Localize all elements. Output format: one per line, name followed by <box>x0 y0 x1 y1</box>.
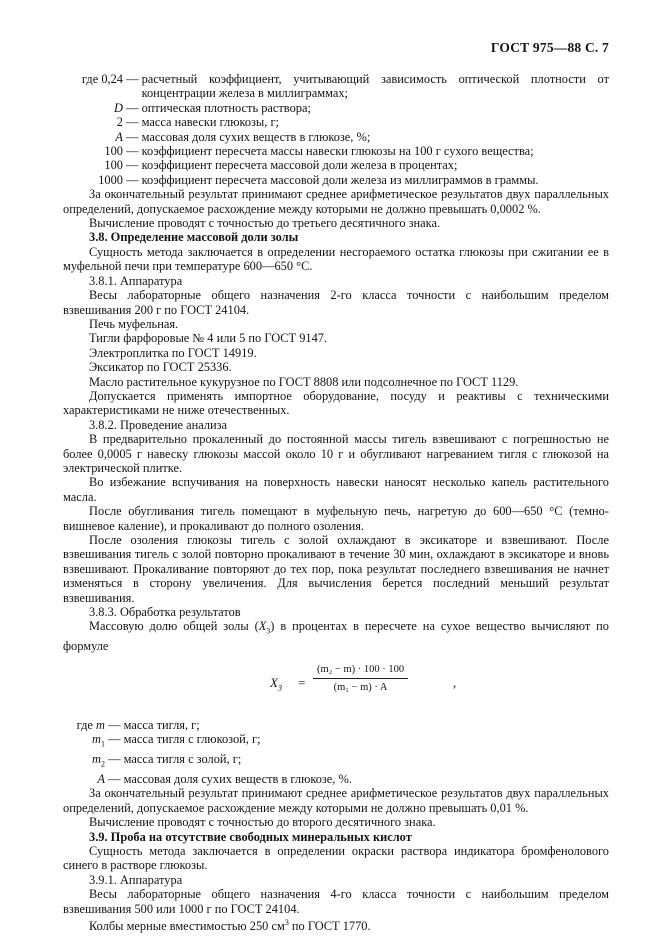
paragraph: За окончательный результат принимают среднее арифметическое результатов двух параллельных определений, допускаемое расхождение между которыми не должно превышать 0,0002 %. <box>63 187 609 216</box>
definition-text: оптическая плотность раствора; <box>141 100 311 115</box>
definition-symbol: 100 <box>104 158 123 173</box>
definition-item: A — массовая доля сухих веществ в глюкозе, %. <box>63 772 609 786</box>
definition-symbol: $m_2$ <box>92 752 105 769</box>
formula-fraction <box>313 663 408 694</box>
paragraph: Вычисление проводят с точностью до третьего десятичного знака. <box>89 216 441 231</box>
definition-symbol: где m <box>76 717 105 732</box>
paragraph: Весы лабораторные общего назначения 4-го класса точности с наибольшим пределом взвешивания 500 или 1000 г по ГОСТ 24104. <box>63 887 609 916</box>
definition-text: массовая доля сухих веществ в глюкозе, %. <box>123 771 352 786</box>
paragraph: Эксикатор по ГОСТ 25336. <box>89 360 232 375</box>
paragraph: Во избежание вспучивания на поверхность навески наносят несколько капель растительного масла. <box>63 475 609 504</box>
paragraph: После озоления глюкозы тигель с золой охлаждают в эксикаторе и взвешивают. После взвешивания тигель с золой повторно прокаливают в течение 30 мин, охлаждают в эксикаторе и вновь взвешивают. Прокаливание повторяют до тех пор, пока результат последнего взвешивания не начнет изменяться в сторону увеличения. Для вычисления берется последний меньший результат взвешивания. <box>63 533 609 605</box>
paragraph: Масло растительное кукурузное по ГОСТ 8808 или подсолнечное по ГОСТ 1129. <box>89 374 519 389</box>
formula-comma: , <box>453 674 457 690</box>
paragraph: Тигли фарфоровые № 4 или 5 по ГОСТ 9147. <box>89 331 328 346</box>
page-header: ГОСТ 975—88 С. 7 <box>490 40 609 55</box>
definition-item: $m_1$ — масса тигля с глюкозой, г; <box>63 732 609 752</box>
ash-formula <box>63 662 609 708</box>
formula-denominator: (m₁ − m) · A <box>333 681 388 693</box>
paragraph: Печь муфельная. <box>89 316 179 331</box>
definition-text: коэффициент пересчета массовой доли железа из миллиграммов в граммы. <box>141 172 539 187</box>
subsection-title-3-8-1: 3.8.1. Аппаратура <box>89 273 183 288</box>
definition-symbol: 2 <box>116 115 123 130</box>
definition-symbol: D <box>114 100 123 115</box>
definition-text: коэффициент пересчета массы навески глюкозы на 100 г сухого вещества; <box>141 144 534 159</box>
subsection-title-3-9-1: 3.9.1. Аппаратура <box>89 872 183 887</box>
paragraph: Сущность метода заключается в определении несгораемого остатка глюкозы при сжигании ее в муфельной печи при температуре 600—650 °С. <box>63 244 609 274</box>
definitions-list-1 <box>63 72 609 187</box>
paragraph: Электроплитка по ГОСТ 14919. <box>89 345 257 360</box>
paragraph: В предварительно прокаленный до постоянной массы тигель взвешивают с погрешностью не более 0,0005 г навеску глюкозы массой около 10 г и обугливают нагреванием тигля с глюкозой на электрической плитке. <box>63 432 609 475</box>
paragraph: Вычисление проводят с точностью до второго десятичного знака. <box>89 815 436 830</box>
definition-item: 2 — масса навески глюкозы, г; <box>63 115 609 129</box>
definition-item: 100 — коэффициент пересчета массовой доли железа в процентах; <box>63 158 609 172</box>
page-content <box>63 72 609 933</box>
definition-symbol: где 0,24 <box>81 72 123 86</box>
definition-text: масса тигля, г; <box>123 717 200 732</box>
definition-text: масса тигля с глюкозой, г; <box>123 732 261 747</box>
definition-item: где m — масса тигля, г; <box>63 718 609 732</box>
paragraph: Массовую долю общей золы $(X_3)$ в процентах в пересчете на сухое вещество вычисляют по формуле <box>63 619 609 654</box>
paragraph: Весы лабораторные общего назначения 2-го класса точности с наибольшим пределом взвешивания 200 г по ГОСТ 24104. <box>63 288 609 317</box>
definition-text: масса навески глюкозы, г; <box>141 115 279 130</box>
definition-text: массовая доля сухих веществ в глюкозе, %; <box>141 129 371 144</box>
definition-symbol: A <box>115 129 123 144</box>
definition-symbol: A <box>97 771 105 786</box>
definition-item: D — оптическая плотность раствора; <box>63 101 609 115</box>
subsection-title-3-8-3: 3.8.3. Обработка результатов <box>89 605 241 620</box>
formula-numerator: (m₂ − m) · 100 · 100 <box>313 663 408 679</box>
definition-symbol: 1000 <box>98 172 123 187</box>
definition-item: A — массовая доля сухих веществ в глюкозе, %; <box>63 130 609 144</box>
section-heading-3-9: 3.9. Проба на отсутствие свободных минеральных кислот <box>89 829 412 844</box>
formula-equals: = <box>298 674 306 690</box>
formula-lhs: $X_3$ <box>270 674 282 693</box>
definition-item: $m_2$ — масса тигля с золой, г; <box>63 752 609 772</box>
paragraph: Сущность метода заключается в определении окраски раствора индикатора бромфенолового синего в растворе глюкозы. <box>63 843 609 873</box>
definition-text: масса тигля с золой, г; <box>123 752 242 766</box>
definition-item: где 0,24 — расчетный коэффициент, учитывающий зависимость оптической плотности от концентрации железа в миллиграммах; <box>63 72 609 101</box>
definition-item: 1000 — коэффициент пересчета массовой доли железа из миллиграммов в граммы. <box>63 173 609 187</box>
paragraph: Допускается применять импортное оборудование, посуду и реактивы с техническими характеристиками не ниже отечественных. <box>63 388 609 418</box>
definition-item: 100 — коэффициент пересчета массы навески глюкозы на 100 г сухого вещества; <box>63 144 609 158</box>
subsection-title-3-8-2: 3.8.2. Проведение анализа <box>89 417 228 432</box>
definition-text: коэффициент пересчета массовой доли железа в процентах; <box>141 158 458 173</box>
definitions-list-2 <box>63 718 609 787</box>
definition-symbol: $m_1$ <box>92 732 105 749</box>
section-heading-3-8: 3.8. Определение массовой доли золы <box>89 230 299 245</box>
paragraph: После обугливания тигель помещают в муфельную печь, нагретую до 600—650 °С (темно-вишневое каление), и прокаливают до полного озоления. <box>63 504 609 533</box>
definition-text: расчетный коэффициент, учитывающий зависимость оптической плотности от концентрации железа в миллиграммах; <box>141 72 609 101</box>
paragraph: Колбы мерные вместимостью 250 $см^3$ по ГОСТ 1770. <box>89 917 371 934</box>
definition-symbol: 100 <box>104 144 123 159</box>
paragraph: За окончательный результат принимают среднее арифметическое результатов двух параллельных определений, допускаемое расхождение между которыми не должно превышать 0,01 %. <box>63 786 609 815</box>
